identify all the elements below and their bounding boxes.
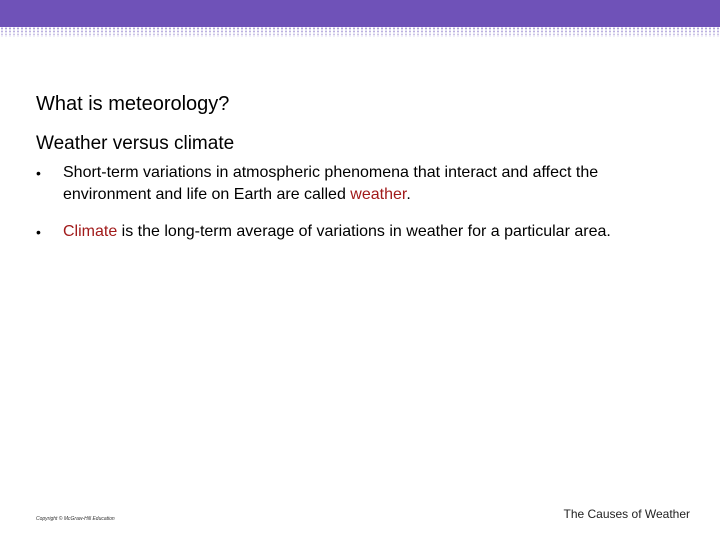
- slide-subtitle: Weather versus climate: [36, 133, 235, 154]
- bullet-text-end: is the long-term average of variations in weather for a particular area.: [117, 223, 611, 240]
- bullet-text: Short-term variations in atmospheric phenomena that interact and affect the environment and life on Earth are called: [63, 164, 599, 203]
- copyright-notice: Copyright © McGraw-Hill Education: [36, 516, 115, 522]
- bullet-marker: •: [36, 165, 41, 181]
- bullet-text-end: .: [406, 186, 411, 203]
- slide-title: What is meteorology?: [36, 93, 230, 115]
- term-weather: weather: [350, 186, 407, 203]
- header-dot-pattern: [0, 27, 720, 37]
- bullet-marker: •: [36, 224, 41, 240]
- term-climate: Climate: [63, 223, 118, 240]
- bullet-list: [36, 162, 676, 258]
- bullet-item-climate: [36, 221, 676, 243]
- footer-chapter-title: The Causes of Weather: [563, 507, 690, 521]
- bullet-item-weather: [36, 162, 676, 206]
- header-band: [0, 0, 720, 27]
